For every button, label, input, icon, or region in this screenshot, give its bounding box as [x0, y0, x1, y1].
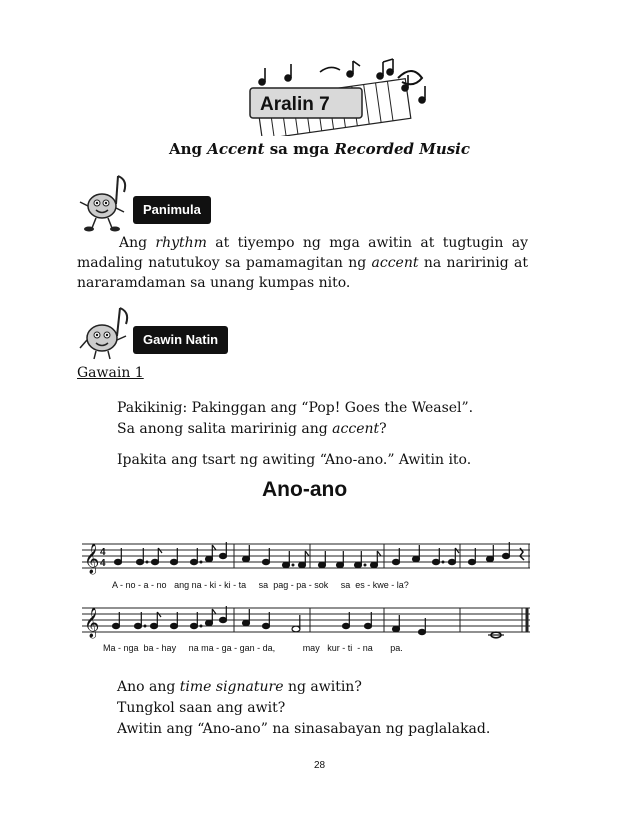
treble-clef-icon: 𝄞 [84, 544, 100, 574]
instruction-italic-accent: accent [332, 421, 380, 437]
lyric-syllable: es - kwe - la? [355, 580, 409, 590]
question-topic: Tungkol saan ang awit? [117, 700, 286, 716]
activity-heading: Gawain 1 [77, 365, 144, 381]
title-italic-recorded-music: Recorded Music [334, 140, 471, 158]
music-notes-decoration [240, 58, 440, 136]
lyric-syllable: - na [357, 643, 373, 653]
lyric-syllable: sa [258, 580, 269, 590]
intro-text: na naririnig at nararamdaman sa unang kumpas nito. [77, 255, 528, 291]
lyric-syllable: - no - a - no [120, 580, 167, 590]
lyric-syllable: na [188, 643, 199, 653]
svg-text:4: 4 [100, 558, 106, 569]
intro-italic-accent: accent [371, 255, 419, 271]
lyric-syllable: kur [327, 643, 340, 653]
music-note-mascot-icon [74, 302, 136, 364]
lyric-syllable: pa. [390, 643, 403, 653]
instruction-chart: Ipakita ang tsart ng awiting “Ano-ano.” Awitin ito. [117, 452, 472, 468]
svg-text:4: 4 [100, 547, 106, 558]
treble-clef-icon: 𝄞 [84, 608, 100, 638]
question-sing-walk: Awitin ang “Ano-ano” na sinasabayan ng paglalakad. [117, 721, 491, 737]
music-note-mascot-icon [74, 172, 136, 234]
lesson-title [0, 140, 639, 158]
instruction-listen: Pakikinig: Pakinggan ang “Pop! Goes the Weasel”. [117, 400, 474, 416]
lyric-syllable: A [112, 580, 118, 590]
lesson-banner [240, 58, 440, 136]
staff-1-lyrics [112, 580, 409, 590]
lyric-syllable: ba - hay [143, 643, 177, 653]
music-staff-2 [82, 604, 530, 644]
question-time-signature [117, 677, 362, 698]
section-tag-panimula: Panimula [133, 196, 211, 224]
lyric-syllable: Ma - nga [103, 643, 139, 653]
question-italic-time-signature: time signature [179, 679, 284, 695]
instruction-question [117, 419, 387, 440]
intro-text: at tiyempo ng mga awitin at tugtugin ay madaling natutukoy sa pamamagitan ng [77, 235, 528, 271]
staff-2-lyrics [103, 643, 403, 653]
question-text: Ano ang [117, 679, 180, 695]
lyric-syllable: pag - pa - sok [273, 580, 329, 590]
lyric-syllable: may [302, 643, 320, 653]
lyric-syllable: ang na - ki - ki [174, 580, 231, 590]
page-number: 28 [313, 760, 326, 771]
instruction-text: Sa anong salita maririnig ang [117, 421, 333, 437]
lyric-syllable: - ta [233, 580, 247, 590]
intro-paragraph [77, 233, 528, 293]
lyric-syllable: sa [340, 580, 351, 590]
instruction-text: ? [379, 421, 387, 437]
lyric-syllable: - ti [342, 643, 353, 653]
question-text: ng awitin? [283, 679, 362, 695]
intro-italic-rhythm: rhythm [155, 235, 207, 251]
lyric-syllable: ma - ga - gan - da, [201, 643, 276, 653]
music-staff-1 [82, 540, 530, 580]
title-text: sa mga [264, 140, 335, 158]
title-text: Ang [168, 140, 208, 158]
lesson-label: Aralin 7 [260, 94, 330, 115]
intro-text: Ang [119, 235, 156, 251]
title-italic-accent: Accent [207, 140, 265, 158]
section-tag-gawin-natin: Gawin Natin [133, 326, 228, 354]
song-title: Ano-ano [262, 478, 348, 501]
